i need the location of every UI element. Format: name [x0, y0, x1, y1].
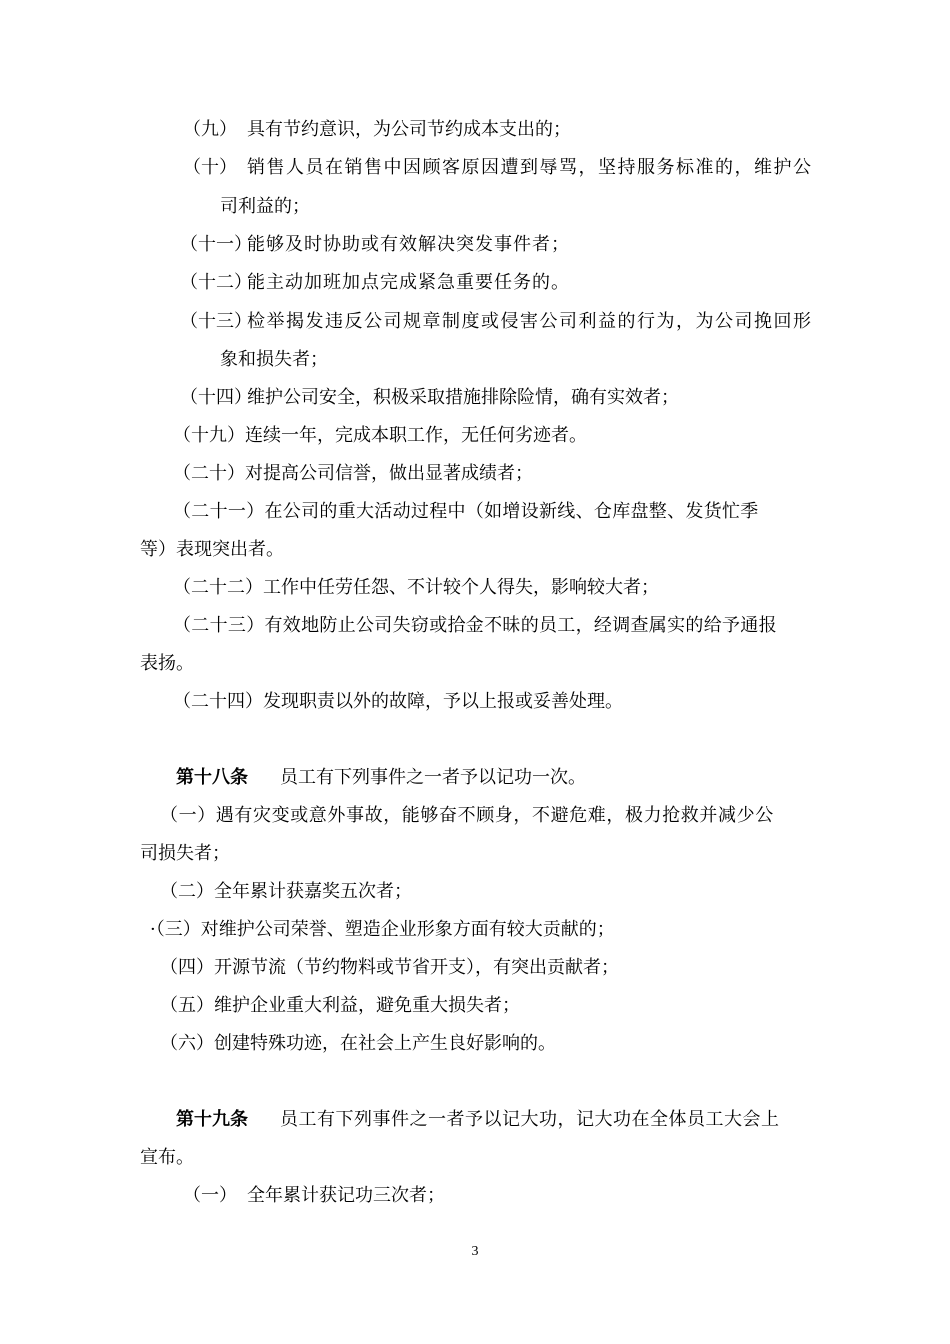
article-title: 第十九条 — [176, 1109, 248, 1130]
article-text: 员工有下列事件之一者予以记功一次。 — [280, 767, 586, 788]
item-text: 能够及时协助或有效解决突发事件者； — [247, 234, 570, 255]
item-number: （十一） — [180, 234, 252, 255]
item-text: 能主动加班加点完成紧急重要任务的。 — [247, 272, 570, 293]
item-text: （二十一）在公司的重大活动过程中（如增设新线、仓库盘整、发货忙季 — [173, 501, 759, 522]
item-text: （二十）对提高公司信誉，做出显著成绩者； — [173, 463, 533, 484]
item-text: （二十三）有效地防止公司失窃或拾金不昧的员工，经调查属实的给予通报 — [173, 615, 777, 636]
document-page: （九） 具有节约意识，为公司节约成本支出的； （十） 销售人员在销售中因顾客原因遭到辱骂，坚持服务标准的，维护公 司利益的； （十一） 能够及时协助或有效解决突发事件者； （十二） 能主动加班加点完成紧急重要任务的。 （十三） 检举揭发违反公司规章制度或侵害公司利益的行为，为公司挽回形 象和损失者； （十四） 维护公司安全，积极采取措施排除险情，确有实效者； （十九）连续一年，完成本职工作，无任何劣迹者。 （二十）对提高公司信誉，做出显著成绩者； （二十一）在公司的重大活动过程中（如增设新线、仓库盘整、发货忙季 等）表现突出者。 （二十二）工作中任劳任怨、不计较个人得失，影响较大者； （二十三）有效地防止公司失窃或拾金不昧的员工，经调查属实的给予通报 表扬。 （二十四）发现职责以外的故障，予以上报或妥善处理。 第十八条 员工有下列事件之一者予以记功一次。 （一）遇有灾变或意外事故，能够奋不顾身，不避危难，极力抢救并减少公 司损失者； （二）全年累计获嘉奖五次者； ·（三）对维护公司荣誉、塑造企业形象方面有较大贡献的； （四）开源节流（节约物料或节省开支），有突出贡献者； （五）维护企业重大利益，避免重大损失者； （六）创建特殊功迹，在社会上产生良好影响的。 第十九条 员工有下列事件之一者予以记大功，记大功在全体员工大会上 宣布。 （一） 全年累计获记功三次者； 3 — [0, 0, 950, 1344]
item-number: （十三） — [180, 311, 252, 332]
item-text: 检举揭发违反公司规章制度或侵害公司利益的行为，为公司挽回形 — [247, 311, 813, 332]
article-text: 员工有下列事件之一者予以记大功，记大功在全体员工大会上 — [280, 1109, 780, 1130]
item-text: （二）全年累计获嘉奖五次者； — [160, 881, 412, 902]
item-text: 销售人员在销售中因顾客原因遭到辱骂，坚持服务标准的，维护公 — [247, 157, 813, 178]
item-text: 全年累计获记功三次者； — [247, 1185, 445, 1206]
item-number: （十二） — [180, 272, 252, 293]
item-text: （十九）连续一年，完成本职工作，无任何劣迹者。 — [173, 425, 587, 446]
item-number: （九） — [183, 119, 237, 140]
item-text: （四）开源节流（节约物料或节省开支），有突出贡献者； — [160, 957, 619, 978]
item-text: 维护公司安全，积极采取措施排除险情，确有实效者； — [247, 387, 679, 408]
item-text: ·（三）对维护公司荣誉、塑造企业形象方面有较大贡献的； — [150, 919, 615, 940]
item-number: （一） — [183, 1185, 237, 1206]
item-number: （十四） — [180, 387, 252, 408]
item-text: （六）创建特殊功迹，在社会上产生良好影响的。 — [160, 1033, 556, 1054]
item-text: （一）遇有灾变或意外事故，能够奋不顾身，不避危难，极力抢救并减少公 — [160, 805, 774, 826]
item-text: 具有节约意识，为公司节约成本支出的； — [247, 119, 571, 140]
article-title: 第十八条 — [176, 767, 248, 788]
page-number: 3 — [471, 1244, 479, 1259]
item-number: （十） — [183, 157, 237, 178]
item-text: （五）维护企业重大利益，避免重大损失者； — [160, 995, 520, 1016]
item-text: （二十二）工作中任劳任怨、不计较个人得失，影响较大者； — [173, 577, 659, 598]
item-text: （二十四）发现职责以外的故障，予以上报或妥善处理。 — [173, 691, 623, 712]
